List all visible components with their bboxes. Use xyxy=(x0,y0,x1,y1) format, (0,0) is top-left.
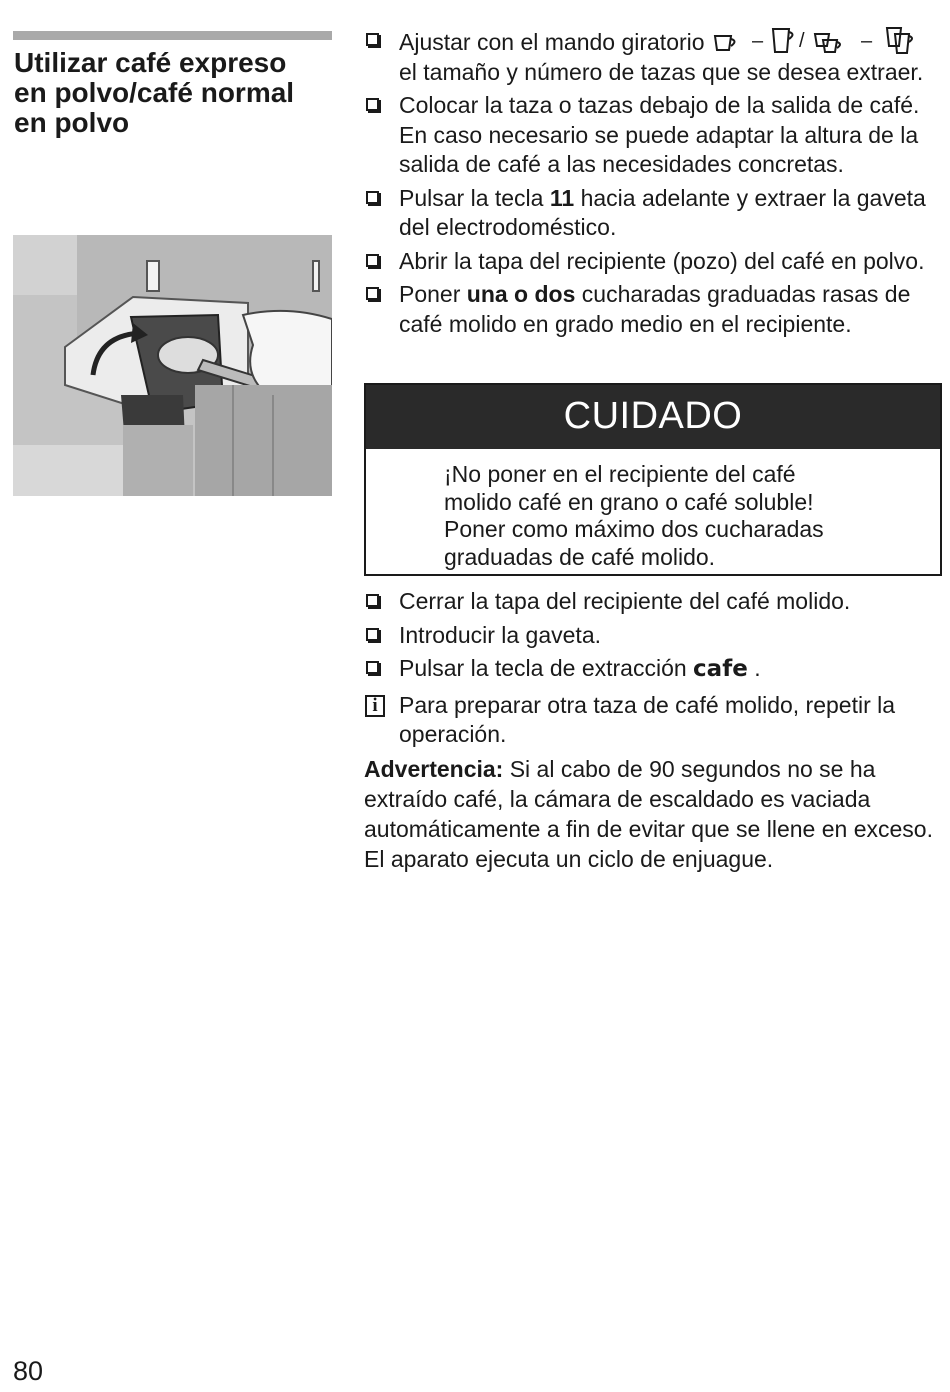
warning-label: Advertencia: xyxy=(364,756,504,782)
svg-text:/: / xyxy=(798,30,805,52)
warning-paragraph xyxy=(364,754,944,874)
list-item xyxy=(364,621,944,651)
section-rule xyxy=(13,31,332,40)
steps-bottom-list xyxy=(364,587,944,754)
one-large-cup-icon xyxy=(773,29,793,52)
step-text: Abrir la tapa del recipiente (pozo) del café en polvo. xyxy=(399,247,925,274)
section-title-line-1: Utilizar café expreso xyxy=(14,47,287,78)
step-text: Poner xyxy=(399,281,467,307)
one-small-cup-icon xyxy=(715,36,735,50)
two-large-cups-icon xyxy=(887,28,912,53)
checkbox-bullet-icon xyxy=(366,661,379,674)
caution-line: Poner como máximo dos cucharadas xyxy=(444,516,824,542)
caution-line: graduadas de café molido. xyxy=(444,543,716,570)
step-text-continued: . xyxy=(747,655,761,681)
svg-text:–: – xyxy=(751,30,764,52)
step-text: Colocar la taza o tazas debajo de la salida de café. En caso necesario se puede adaptar la altura de la salida de café a las necesidades concretas. xyxy=(399,92,920,177)
page-number: 80 xyxy=(13,1356,44,1386)
list-item xyxy=(364,654,944,685)
svg-text:–: – xyxy=(860,30,873,52)
list-item xyxy=(364,587,944,617)
section-title-line-3: en polvo xyxy=(14,107,130,138)
step-text-continued: cucharadas graduadas rasas de café molido en grado medio en el recipiente. xyxy=(399,281,911,337)
checkbox-bullet-icon xyxy=(366,287,379,300)
step-text: Introducir la gaveta. xyxy=(399,621,602,648)
steps-top-list xyxy=(364,26,944,343)
checkbox-bullet-icon xyxy=(366,98,379,111)
checkbox-bullet-icon xyxy=(366,628,379,641)
list-item xyxy=(364,91,944,180)
caution-line: molido café en grano o café soluble! xyxy=(444,488,814,515)
checkbox-bullet-icon xyxy=(366,594,379,607)
step-text-continued: hacia adelante y extraer la gaveta del electrodoméstico. xyxy=(399,184,926,240)
info-note-text: Para preparar otra taza de café molido, repetir la operación. xyxy=(399,691,896,747)
step-text: Pulsar la tecla xyxy=(399,184,550,211)
list-item xyxy=(364,247,944,277)
warning-text: Si al cabo de 90 segundos no se ha extraído café, la cámara de escaldado es vaciada automáticamente a fin de evitar que se llene en exceso. El aparato ejecuta un ciclo de enjuague. xyxy=(364,756,933,872)
two-small-cups-icon xyxy=(815,34,840,52)
section-title xyxy=(14,48,334,138)
list-item xyxy=(364,184,944,243)
key-number: 11 xyxy=(549,184,575,211)
step-text-continued: el tamaño y número de tazas que se desea extraer. xyxy=(399,58,924,85)
step-text: Ajustar con el mando giratorio xyxy=(399,29,705,55)
info-note xyxy=(364,691,944,750)
emphasis-text: una o dos xyxy=(466,281,576,307)
step-text: Pulsar la tecla de extracción xyxy=(399,655,694,681)
list-item xyxy=(364,280,944,339)
checkbox-bullet-icon xyxy=(366,33,379,46)
info-icon: i xyxy=(365,695,385,717)
list-item xyxy=(364,26,944,87)
checkbox-bullet-icon xyxy=(366,254,379,267)
step-text: Cerrar la tapa del recipiente del café molido. xyxy=(399,588,851,614)
caution-line: ¡No poner en el recipiente del café xyxy=(444,461,796,487)
caution-box xyxy=(364,383,942,576)
section-title-line-2: en polvo/café normal xyxy=(14,77,295,108)
coffee-powder-compartment-illustration xyxy=(13,235,332,496)
caution-heading: CUIDADO xyxy=(366,385,940,449)
cup-size-selection-icons xyxy=(711,26,923,56)
checkbox-bullet-icon xyxy=(366,191,379,204)
cafe-key-label: cafe xyxy=(693,656,748,682)
caution-body xyxy=(366,449,940,571)
